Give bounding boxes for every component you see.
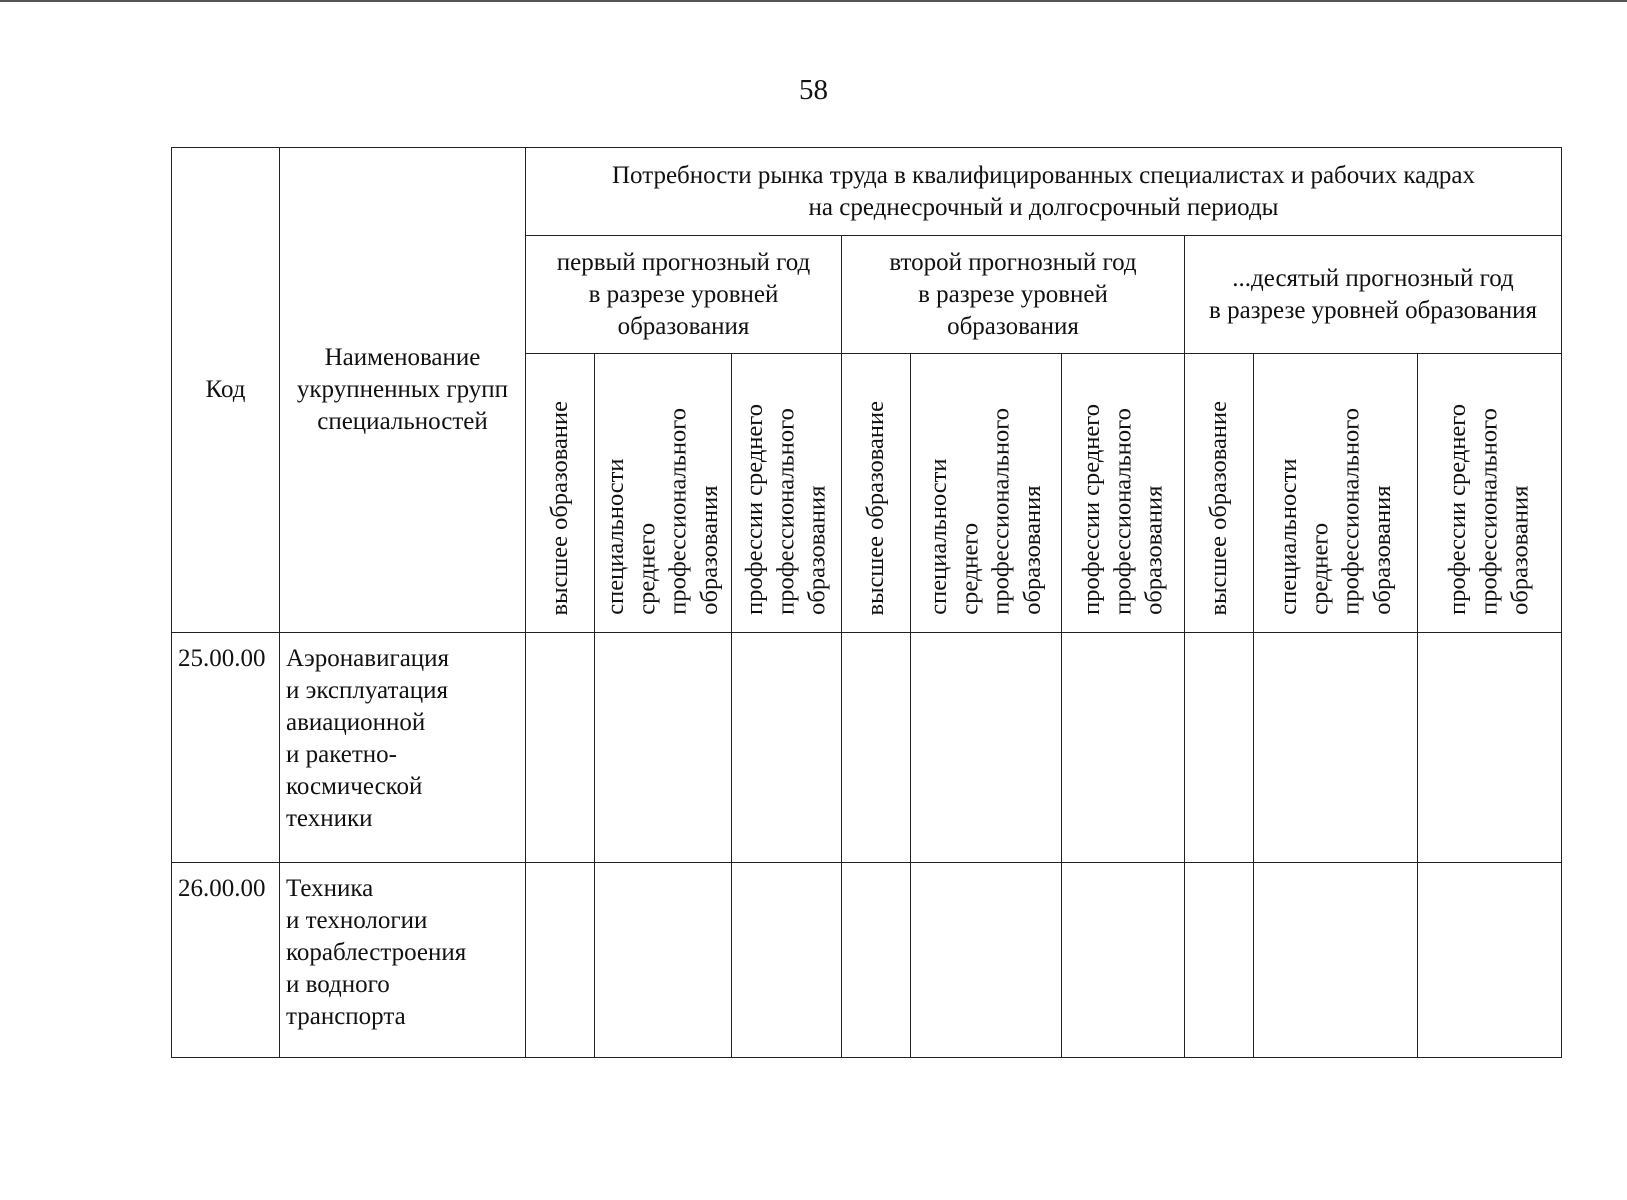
page-number: 58 — [799, 74, 828, 106]
data-cell — [1062, 863, 1185, 1058]
level-label: специальности среднего профессионального образования — [602, 408, 724, 615]
header-code: Код — [172, 148, 280, 633]
row-code: 25.00.00 — [172, 633, 280, 863]
level-label: профессии среднего профессионального образования — [1444, 404, 1535, 615]
data-cell — [842, 633, 911, 863]
data-cell — [842, 863, 911, 1058]
labor-market-needs-table — [171, 147, 1562, 1058]
table-row — [172, 633, 1562, 863]
header-year-10: ...десятый прогнозный год в разрезе уровней образования — [1185, 236, 1562, 354]
level-label: высшее образование — [546, 400, 574, 615]
level-label: профессии среднего профессионального образования — [1077, 404, 1168, 615]
data-cell — [732, 863, 842, 1058]
header-labor-needs: Потребности рынка труда в квалифицированных специалистах и рабочих кадрах на среднесрочный и долгосрочный периоды — [526, 148, 1562, 236]
header-y2-professions — [1062, 354, 1185, 633]
data-cell — [732, 633, 842, 863]
data-cell — [526, 863, 595, 1058]
header-y10-specialties — [1254, 354, 1418, 633]
level-label: специальности среднего профессионального образования — [1274, 408, 1396, 615]
data-cell — [1062, 633, 1185, 863]
header-y1-professions — [732, 354, 842, 633]
data-cell — [911, 863, 1062, 1058]
data-cell — [595, 633, 732, 863]
data-cell — [1254, 633, 1418, 863]
data-cell — [595, 863, 732, 1058]
header-y2-specialties — [911, 354, 1062, 633]
data-cell — [1185, 633, 1254, 863]
header-year-2: второй прогнозный год в разрезе уровней образования — [842, 236, 1185, 354]
data-cell — [1185, 863, 1254, 1058]
level-label: высшее образование — [1205, 400, 1233, 615]
data-cell — [1418, 863, 1562, 1058]
row-code: 26.00.00 — [172, 863, 280, 1058]
page-top-border — [0, 0, 1627, 2]
level-label: профессии среднего профессионального образования — [741, 404, 832, 615]
data-cell — [526, 633, 595, 863]
data-cell — [911, 633, 1062, 863]
table-row — [172, 863, 1562, 1058]
level-label: специальности среднего профессионального образования — [925, 408, 1047, 615]
data-cell — [1418, 633, 1562, 863]
header-y10-professions — [1418, 354, 1562, 633]
header-y1-specialties — [595, 354, 732, 633]
header-y2-higher — [842, 354, 911, 633]
row-group-name: Техника и технологии кораблестроения и водного транспорта — [280, 863, 526, 1058]
row-group-name: Аэронавигация и эксплуатация авиационной и ракетно- космической техники — [280, 633, 526, 863]
header-year-1: первый прогнозный год в разрезе уровней образования — [526, 236, 842, 354]
header-y1-higher — [526, 354, 595, 633]
header-group-name: Наименование укрупненных групп специальностей — [280, 148, 526, 633]
data-cell — [1254, 863, 1418, 1058]
header-y10-higher — [1185, 354, 1254, 633]
level-label: высшее образование — [862, 400, 890, 615]
